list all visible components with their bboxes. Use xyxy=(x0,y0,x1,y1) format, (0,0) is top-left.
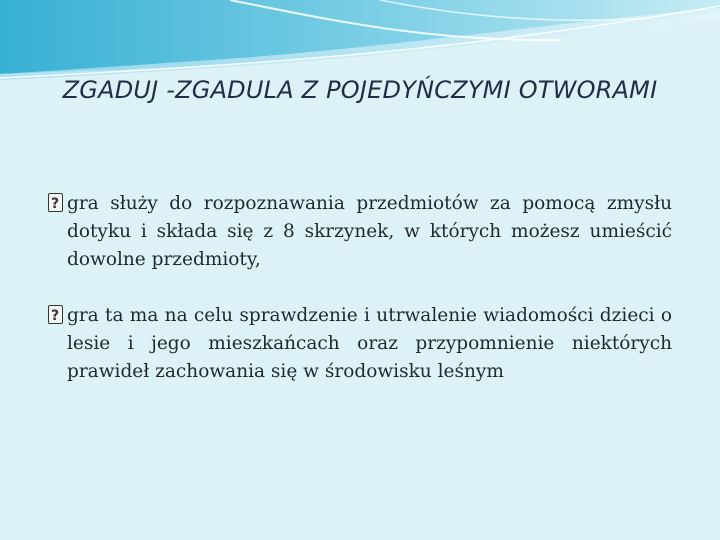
missing-glyph-icon xyxy=(48,193,63,212)
slide-title: ZGADUJ -ZGADULA Z POJEDYŃCZYMI OTWORAMI xyxy=(62,76,658,104)
bullet-item xyxy=(48,302,672,386)
bullet-list xyxy=(48,190,672,414)
bullet-text: gra ta ma na celu sprawdzenie i utrwalenie wiadomości dzieci o lesie i jego mieszkańcach oraz przypomnienie niektórych prawideł zachowania się w środowisku leśnym xyxy=(67,305,672,382)
missing-glyph-icon xyxy=(48,305,63,324)
bullet-text: gra służy do rozpoznawania przedmiotów za pomocą zmysłu dotyku i składa się z 8 skrzynek, w których możesz umieścić dowolne przedmioty, xyxy=(67,193,672,270)
bullet-item xyxy=(48,190,672,274)
